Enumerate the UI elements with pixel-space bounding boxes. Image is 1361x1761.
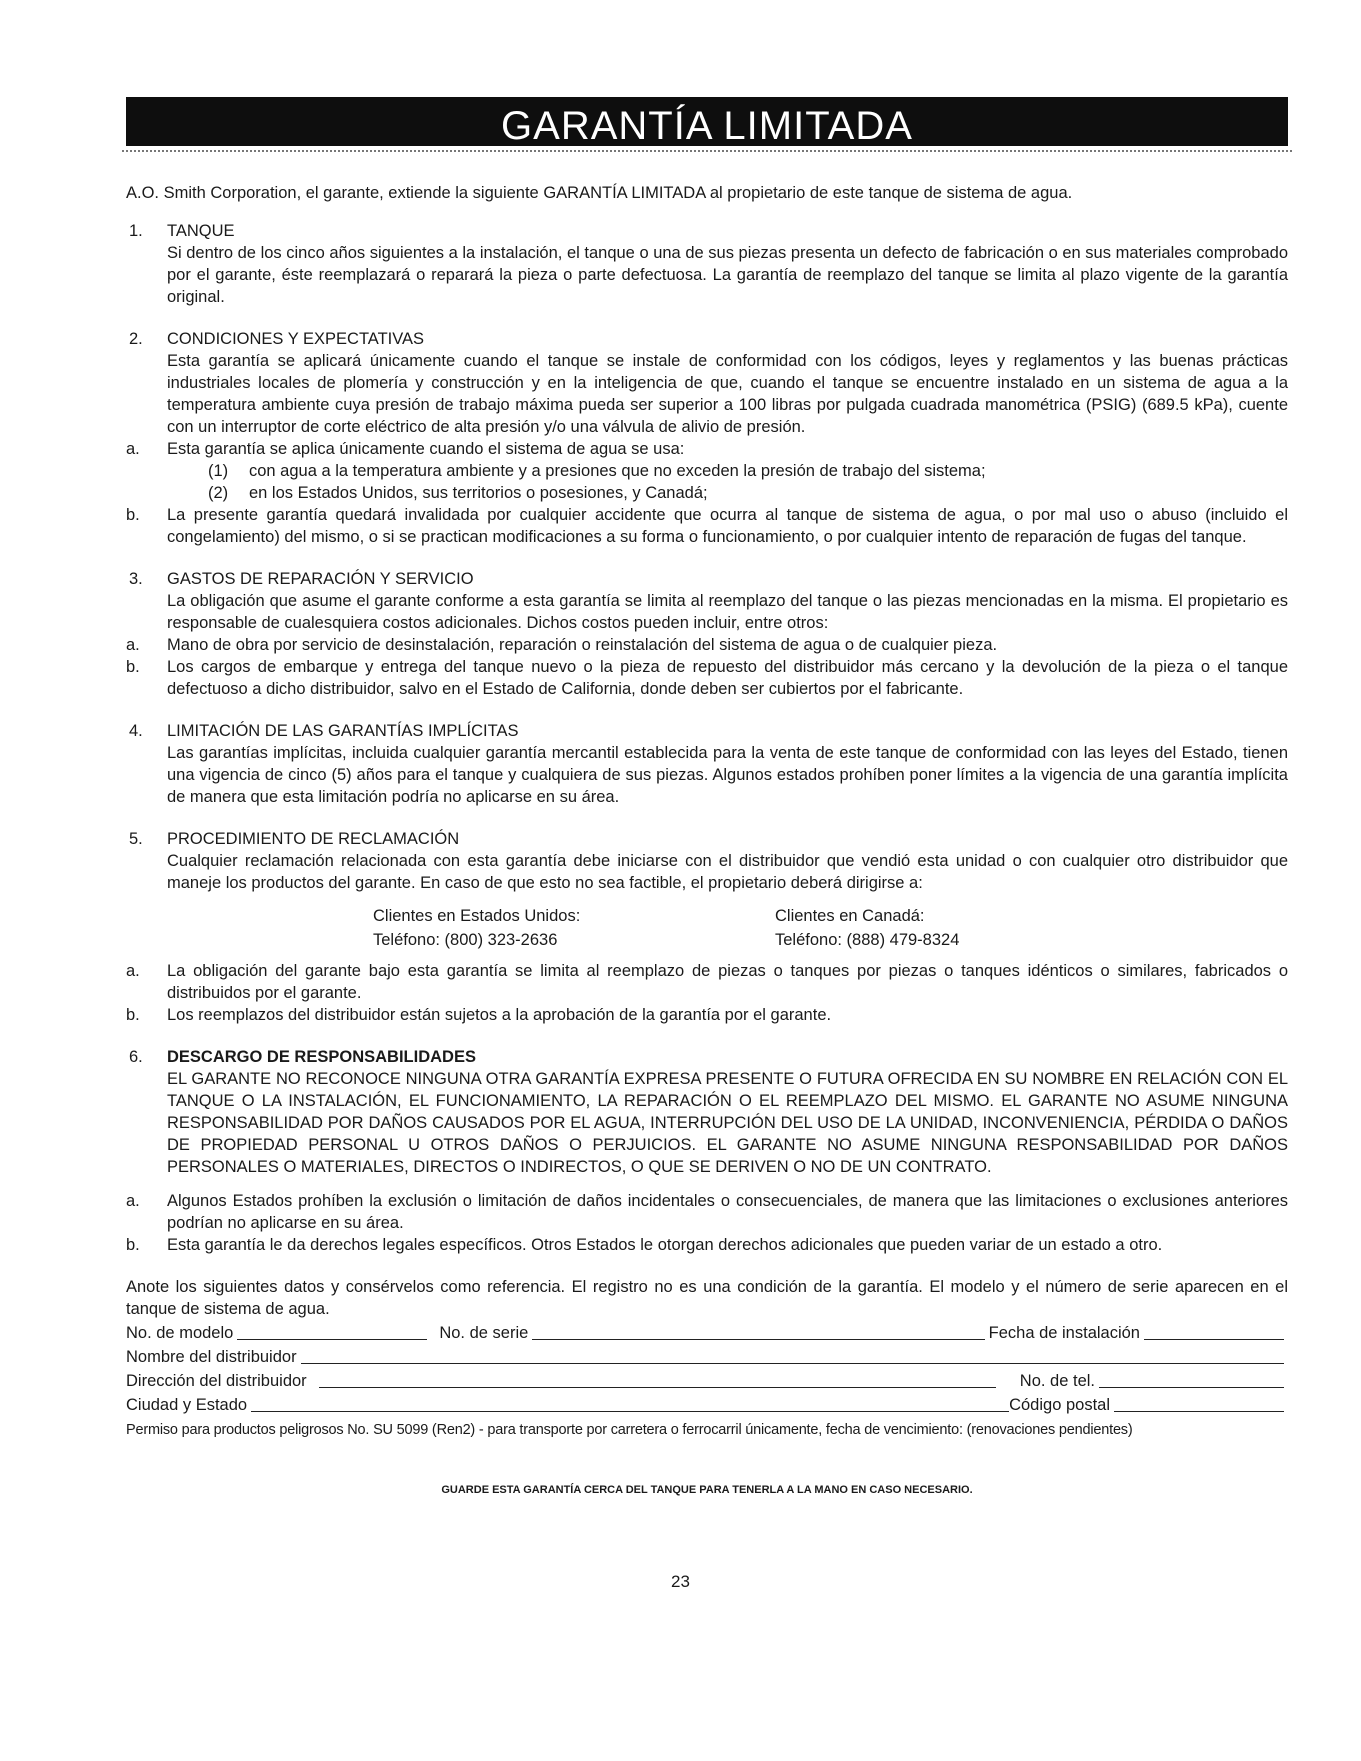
- subitem-letter: a.: [126, 440, 140, 458]
- subitem-letter: a.: [126, 962, 140, 980]
- dealer-address-field[interactable]: [319, 1371, 996, 1388]
- subitem-b: [126, 1234, 1288, 1256]
- serial-label: No. de serie: [439, 1324, 529, 1342]
- registration-intro: Anote los siguientes datos y consérvelos como referencia. El registro no es una condición de la garantía. El modelo y el número de serie aparecen en el tanque de sistema de agua.: [126, 1278, 1288, 1318]
- dealer-name-label: Nombre del distribuidor: [126, 1348, 297, 1366]
- city-state-field[interactable]: [251, 1395, 1009, 1412]
- section-text: Cualquier reclamación relacionada con esta garantía debe iniciarse con el distribuidor que vendió esta unidad o con cualquier otro distribuidor que maneje los productos del garante. En caso de que esto no sea factible, el propietario deberá dirigirse a:: [167, 852, 1288, 892]
- us-phone: Teléfono: (800) 323-2636: [373, 931, 558, 949]
- subitem-text: Los reemplazos del distribuidor están sujetos a la aprobación de la garantía por el garante.: [167, 1006, 832, 1024]
- registration-section: [126, 1276, 1288, 1440]
- section-number: 1.: [129, 222, 143, 240]
- us-contact: [373, 904, 775, 952]
- subitem-number: (1): [208, 462, 229, 480]
- section-heading: DESCARGO DE RESPONSABILIDADES: [167, 1048, 476, 1066]
- form-row-dealer-address: [126, 1368, 1288, 1392]
- subitem-text: Algunos Estados prohíben la exclusión o limitación de daños incidentales o consecuenciales, de manera que las limitaciones o exclusiones anteriores podrían no aplicarse en su área.: [167, 1192, 1288, 1232]
- subitem-letter: b.: [126, 658, 140, 676]
- install-date-field[interactable]: [1144, 1323, 1284, 1340]
- subitem-a: [126, 1190, 1288, 1234]
- title-rule: [122, 150, 1292, 152]
- canada-contact: [775, 904, 1177, 952]
- page-title: GARANTÍA LIMITADA: [501, 104, 913, 146]
- subitem-a: [126, 438, 1288, 460]
- serial-field[interactable]: [532, 1323, 984, 1340]
- section-text: EL GARANTE NO RECONOCE NINGUNA OTRA GARANTÍA EXPRESA PRESENTE O FUTURA OFRECIDA EN SU NOMBRE EN RELACIÓN CON EL TANQUE O LA INSTALACIÓN, EL FUNCIONAMIENTO, LA REPARACIÓN O EL REEMPLAZO DEL MISMO. EL GARANTE NO ASUME NINGUNA RESPONSABILIDAD POR DAÑOS CAUSADOS POR EL AGUA, INTERRUPCIÓN DEL USO DE LA UNIDAD, INCONVENIENCIA, PÉRDIDA O DAÑOS DE PROPIEDAD PERSONAL U OTROS DAÑOS O PERJUICIOS. EL GARANTE NO ASUME NINGUNA RESPONSABILIDAD POR DAÑOS PERSONALES O MATERIALES, DIRECTOS O INDIRECTOS, O QUE SE DERIVEN O NO DE UN CONTRATO.: [167, 1070, 1288, 1176]
- page-title-banner: [126, 97, 1288, 146]
- warranty-document: [126, 182, 1288, 1440]
- subitem-text: Esta garantía le da derechos legales específicos. Otros Estados le otorgan derechos adicionales que pueden variar de un estado a otro.: [167, 1236, 1163, 1254]
- section-number: 5.: [129, 830, 143, 848]
- hazmat-permit-note: Permiso para productos peligrosos No. SU 5099 (Ren2) - para transporte por carretera o ferrocarril únicamente, fecha de vencimiento: (renovaciones pendientes): [126, 1422, 1133, 1438]
- subitem-text: en los Estados Unidos, sus territorios o posesiones, y Canadá;: [249, 484, 708, 502]
- section-number: 2.: [129, 330, 143, 348]
- subitem-b: [126, 656, 1288, 700]
- section-descargo: [126, 1046, 1288, 1256]
- subitem-a: [126, 960, 1288, 1004]
- canada-contact-label: Clientes en Canadá:: [775, 907, 925, 925]
- subitem-b: [126, 1004, 1288, 1026]
- subitem-letter: a.: [126, 1192, 140, 1210]
- page-number: 23: [671, 1572, 690, 1591]
- subitem-letter: b.: [126, 1236, 140, 1254]
- section-heading: LIMITACIÓN DE LAS GARANTÍAS IMPLÍCITAS: [167, 722, 519, 740]
- customer-contacts: [167, 904, 1288, 952]
- subitem-text: Mano de obra por servicio de desinstalación, reparación o reinstalación del sistema de agua o de cualquier pieza.: [167, 636, 998, 654]
- section-number: 3.: [129, 570, 143, 588]
- subitem-a2: [208, 482, 1288, 504]
- city-state-label: Ciudad y Estado: [126, 1396, 248, 1414]
- section-gastos: [126, 568, 1288, 700]
- subitem-text: Esta garantía se aplica únicamente cuando el sistema de agua se usa:: [167, 440, 685, 458]
- section-heading: CONDICIONES Y EXPECTATIVAS: [167, 330, 425, 348]
- dealer-name-field[interactable]: [301, 1347, 1284, 1364]
- zip-label: Código postal: [1009, 1396, 1110, 1414]
- subitem-b: [126, 504, 1288, 548]
- section-heading: PROCEDIMIENTO DE RECLAMACIÓN: [167, 830, 460, 848]
- section-text: La obligación que asume el garante conforme a esta garantía se limita al reemplazo del tanque o las piezas mencionadas en la misma. El propietario es responsable de cualesquiera costos adicionales. Dichos costos pueden incluir, entre otros:: [167, 592, 1288, 632]
- section-number: 4.: [129, 722, 143, 740]
- phone-label: No. de tel.: [1019, 1372, 1095, 1390]
- subitem-text: La presente garantía quedará invalidada por cualquier accidente que ocurra al tanque de sistema de agua, o por mal uso o abuso (incluido el congelamiento) del mismo, o si se practican modificaciones a su forma o funcionamiento, o por cualquier intento de reparación de fugas del tanque.: [167, 506, 1288, 546]
- section-text: Esta garantía se aplicará únicamente cuando el tanque se instale de conformidad con los códigos, leyes y reglamentos y las buenas prácticas industriales locales de plomería y construcción y en la inteligencia de que, cuando el tanque se encuentre instalado en un sistema de agua a la temperatura ambiente cuya presión de trabajo máxima pueda ser superior a 100 libras por pulgada cuadrada manométrica (PSIG) (689.5 kPa), cuente con un interruptor de corte eléctrico de alta presión y/o una válvula de alivio de presión.: [167, 352, 1288, 436]
- section-text: Si dentro de los cinco años siguientes a la instalación, el tanque o una de sus piezas presenta un defecto de fabricación o en sus materiales comprobado por el garante, éste reemplazará o reparará la pieza o parte defectuosa. La garantía de reemplazo del tanque se limita al plazo vigente de la garantía original.: [167, 244, 1288, 306]
- section-tanque: [126, 220, 1288, 308]
- us-contact-label: Clientes en Estados Unidos:: [373, 907, 581, 925]
- phone-field[interactable]: [1099, 1371, 1284, 1388]
- subitem-text: Los cargos de embarque y entrega del tanque nuevo o la pieza de repuesto del distribuidor más cercano y la devolución de la pieza o el tanque defectuoso a dicho distribuidor, salvo en el Estado de California, donde deben ser cubiertos por el fabricante.: [167, 658, 1288, 698]
- section-number: 6.: [129, 1048, 143, 1066]
- subitem-letter: b.: [126, 506, 140, 524]
- subitem-letter: b.: [126, 1006, 140, 1024]
- zip-field[interactable]: [1114, 1395, 1284, 1412]
- keep-warranty-note: GUARDE ESTA GARANTÍA CERCA DEL TANQUE PARA TENERLA A LA MANO EN CASO NECESARIO.: [441, 1484, 973, 1496]
- intro-paragraph: A.O. Smith Corporation, el garante, extiende la siguiente GARANTÍA LIMITADA al propietario de este tanque de sistema de agua.: [126, 184, 1073, 202]
- dealer-address-label: Dirección del distribuidor: [126, 1372, 307, 1390]
- section-text: Las garantías implícitas, incluida cualquier garantía mercantil establecida para la venta de este tanque de conformidad con las leyes del Estado, tienen una vigencia de cinco (5) años para el tanque y cualquiera de sus piezas. Algunos estados prohíben poner límites a la vigencia de una garantía implícita de manera que esta limitación podría no aplicarse en su área.: [167, 744, 1288, 806]
- canada-phone: Teléfono: (888) 479-8324: [775, 931, 960, 949]
- section-limitacion: [126, 720, 1288, 808]
- model-label: No. de modelo: [126, 1324, 234, 1342]
- subitem-a1: [208, 460, 1288, 482]
- form-row-city: [126, 1392, 1288, 1416]
- section-heading: TANQUE: [167, 222, 235, 240]
- subitem-a: [126, 634, 1288, 656]
- section-heading: GASTOS DE REPARACIÓN Y SERVICIO: [167, 570, 474, 588]
- install-date-label: Fecha de instalación: [988, 1324, 1140, 1342]
- subitem-letter: a.: [126, 636, 140, 654]
- section-reclamacion: [126, 828, 1288, 1026]
- section-condiciones: [126, 328, 1288, 548]
- form-row-model: [126, 1320, 1288, 1344]
- form-row-dealer-name: [126, 1344, 1288, 1368]
- subitem-text: La obligación del garante bajo esta garantía se limita al reemplazo de piezas o tanques por piezas o tanques idénticos o similares, fabricados o distribuidos por el garante.: [167, 962, 1288, 1002]
- model-field[interactable]: [237, 1323, 427, 1340]
- subitem-number: (2): [208, 484, 229, 502]
- subitem-text: con agua a la temperatura ambiente y a presiones que no exceden la presión de trabajo del sistema;: [249, 462, 986, 480]
